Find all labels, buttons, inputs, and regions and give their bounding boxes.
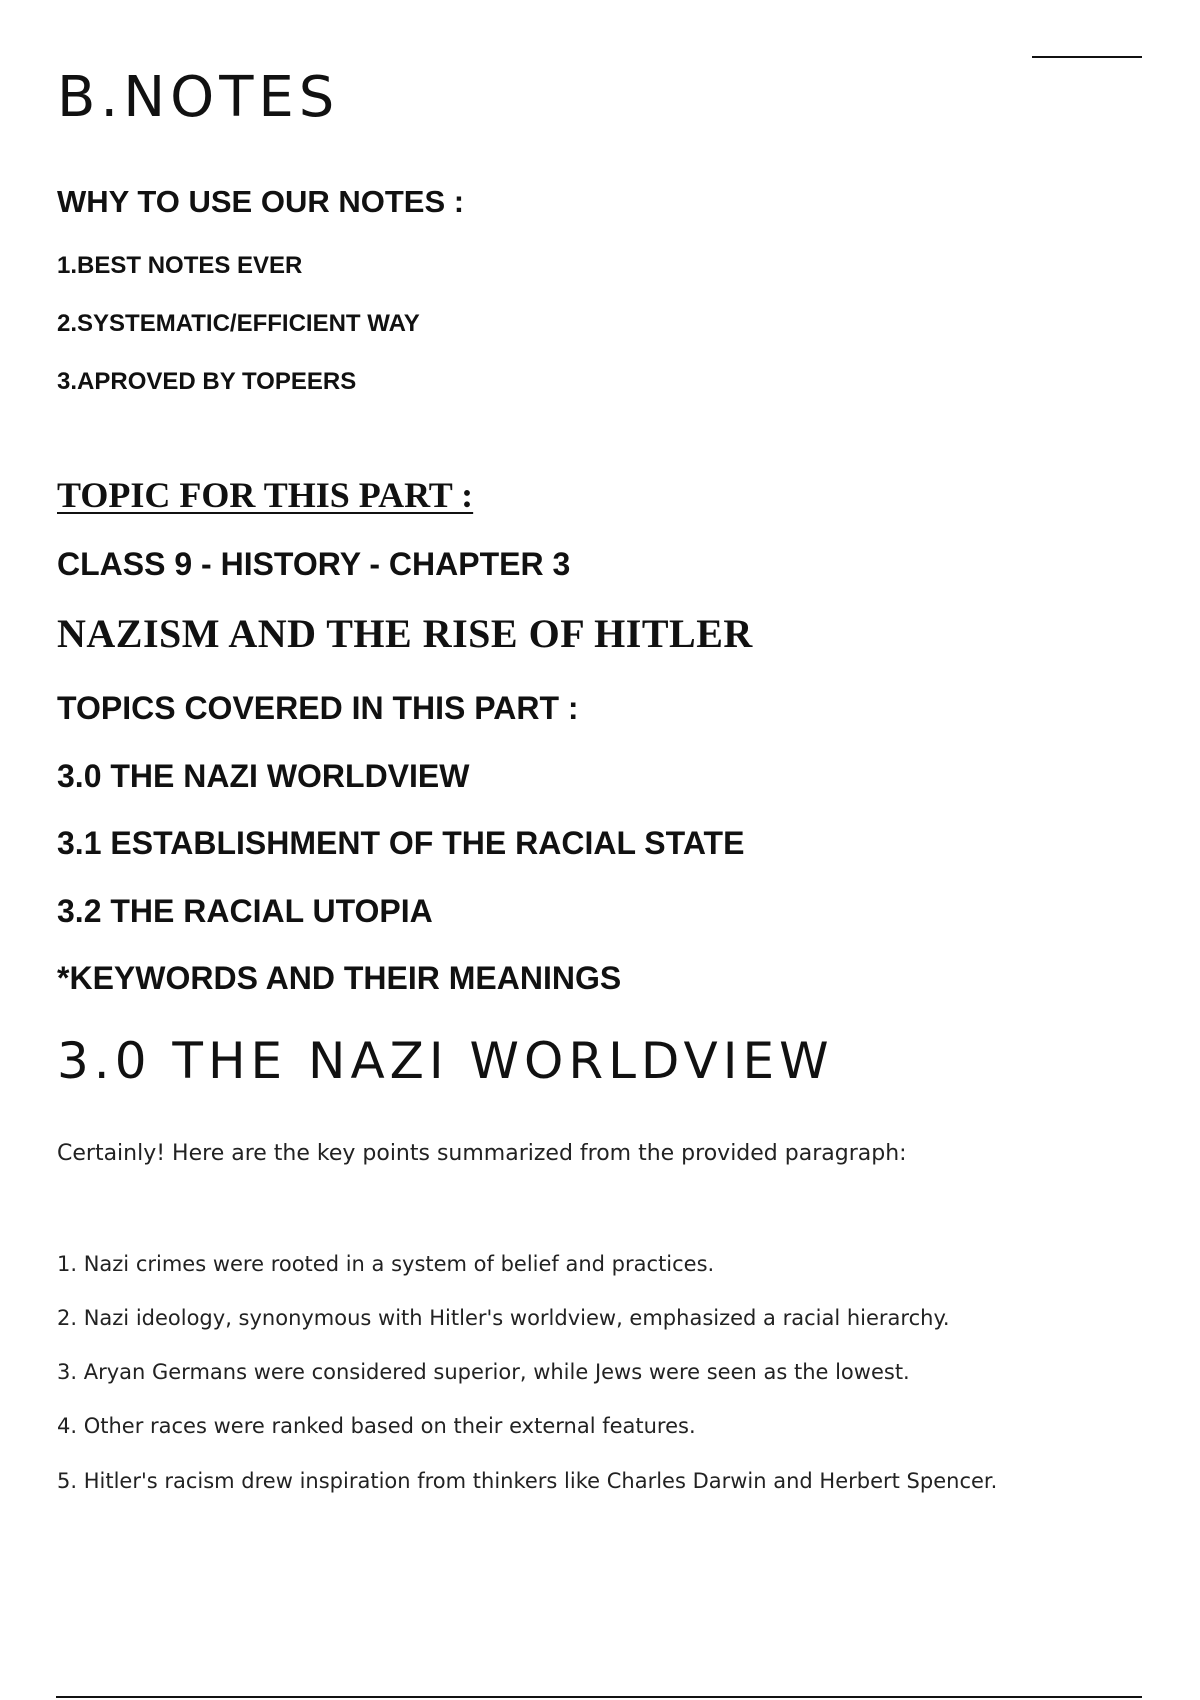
topic-item: 3.2 THE RACIAL UTOPIA <box>57 893 433 929</box>
key-point: 4. Other races were ranked based on their external features. <box>57 1414 696 1438</box>
topics-covered-heading: TOPICS COVERED IN THIS PART : <box>57 690 579 726</box>
key-point: 5. Hitler's racism drew inspiration from thinkers like Charles Darwin and Herbert Spencer. <box>57 1469 998 1493</box>
topic-item: 3.0 THE NAZI WORLDVIEW <box>57 758 470 794</box>
reason-item: 3.APROVED BY TOPEERS <box>57 368 357 395</box>
section-title: 3.0 THE NAZI WORLDVIEW <box>57 1032 834 1090</box>
section-intro: Certainly! Here are the key points summarized from the provided paragraph: <box>57 1141 907 1166</box>
key-point: 3. Aryan Germans were considered superior, while Jews were seen as the lowest. <box>57 1360 910 1384</box>
reason-item: 1.BEST NOTES EVER <box>57 252 303 279</box>
topic-heading: TOPIC FOR THIS PART : <box>57 475 474 515</box>
key-point: 1. Nazi crimes were rooted in a system of belief and practices. <box>57 1252 715 1276</box>
top-divider <box>1032 56 1142 58</box>
key-point: 2. Nazi ideology, synonymous with Hitler's worldview, emphasized a racial hierarchy. <box>57 1306 950 1330</box>
why-heading: WHY TO USE OUR NOTES : <box>57 184 465 219</box>
chapter-title: NAZISM AND THE RISE OF HITLER <box>57 611 753 656</box>
topic-item: *KEYWORDS AND THEIR MEANINGS <box>57 960 622 996</box>
bottom-divider <box>56 1696 1142 1698</box>
reason-item: 2.SYSTEMATIC/EFFICIENT WAY <box>57 310 420 337</box>
brand-logo-text: B.NOTES <box>57 65 340 130</box>
class-chapter-line: CLASS 9 - HISTORY - CHAPTER 3 <box>57 546 571 582</box>
topic-item: 3.1 ESTABLISHMENT OF THE RACIAL STATE <box>57 825 745 861</box>
